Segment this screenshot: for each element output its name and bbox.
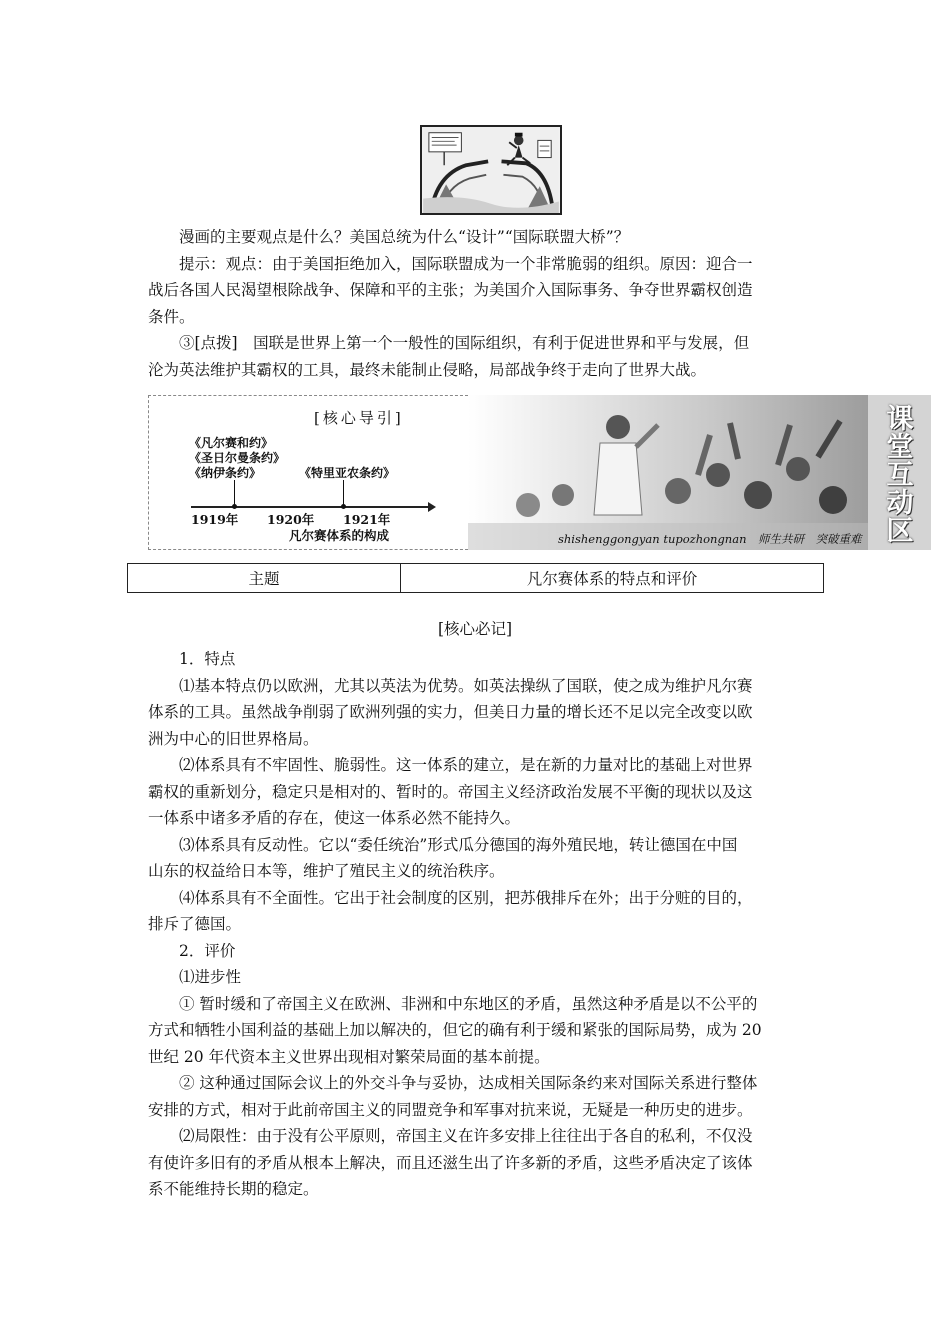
paragraph-line: 系不能维持长期的稳定。 <box>148 1180 319 1198</box>
paragraph-line: 有使许多旧有的矛盾从根本上解决，而且还滋生出了许多新的矛盾，这些矛盾决定了该体 <box>148 1153 753 1172</box>
timeline-year: 1919年 <box>191 512 239 527</box>
treaty-label: 《凡尔赛和约》 <box>189 436 274 450</box>
timeline-marker-line <box>234 480 235 506</box>
classroom-photo-drawing <box>468 395 868 550</box>
cartoon-drawing <box>422 127 560 213</box>
hint-line: 战后各国人民渴望根除战争、保障和平的主张；为美国介入国际事务、争夺世界霸权创造 <box>148 281 753 299</box>
treaty-label: 《圣日尔曼条约》 <box>189 451 286 465</box>
side-title-char: 互 <box>886 460 914 491</box>
paragraph-line: 世纪 20 年代资本主义世界出现相对繁荣局面的基本前提。 <box>148 1047 550 1066</box>
treaty-label: 《特里亚农条约》 <box>299 466 396 480</box>
paragraph-line: ① 暂时缓和了帝国主义在欧洲、非洲和中东地区的矛盾，虽然这种矛盾是以不公平的 <box>179 994 758 1013</box>
hint-line: 条件。 <box>148 307 195 326</box>
section-title: 2．评价 <box>179 941 236 960</box>
topic-value-cell: 凡尔赛体系的特点和评价 <box>401 564 824 593</box>
paragraph-line: 排斥了德国。 <box>148 915 242 933</box>
question-hint-block <box>148 224 828 383</box>
hint-line: 提示：观点：由于美国拒绝加入，国际联盟成为一个非常脆弱的组织。原因：迎合一 <box>179 254 753 273</box>
cartoon-question: 漫画的主要观点是什么？美国总统为什么“设计”“国际联盟大桥”？ <box>179 228 630 246</box>
league-bridge-cartoon <box>420 125 562 215</box>
timeline-dot <box>232 504 237 509</box>
timeline-year: 1921年 <box>343 512 391 527</box>
core-content <box>148 646 828 1203</box>
timeline-arrow-icon <box>428 502 436 512</box>
classroom-banner <box>148 395 931 552</box>
section-title: 1．特点 <box>179 650 236 668</box>
side-title-char: 区 <box>886 516 914 547</box>
paragraph-line: 一体系中诸多矛盾的存在，使这一体系必然不能持久。 <box>148 809 521 827</box>
side-title-char: 堂 <box>886 432 914 463</box>
paragraph-line: ⑷体系具有不全面性。它出于社会制度的区别，把苏俄排斥在外；出于分赃的目的， <box>179 888 753 907</box>
paragraph-line: 方式和牺牲小国利益的基础上加以解决的，但它的确有利于缓和紧张的国际局势，成为 20 <box>148 1021 762 1039</box>
paragraph-line: ⑵局限性：由于没有公平原则，帝国主义在许多安排上往往出于各自的私利，不仅没 <box>179 1127 753 1145</box>
side-title-char: 动 <box>886 488 914 519</box>
paragraph-line: 洲为中心的旧世界格局。 <box>148 729 319 748</box>
paragraph-line: 安排的方式，相对于此前帝国主义的同盟竞争和军事对抗来说，无疑是一种历史的进步。 <box>148 1100 753 1119</box>
paragraph-line: 体系的工具。虽然战争削弱了欧洲列强的实力，但美日力量的增长还不足以完全改变以欧 <box>148 703 753 721</box>
paragraph-line: ⑶体系具有反动性。它以“委任统治”形式瓜分德国的海外殖民地，转让德国在中国 <box>179 835 738 854</box>
core-guide-title: [核心导引] <box>314 409 404 427</box>
paragraph-line: ② 这种通过国际会议上的外交斗争与妥协，达成相关国际条约来对国际关系进行整体 <box>179 1074 758 1092</box>
timeline-year: 1920年 <box>267 512 315 527</box>
banner-side-title <box>868 395 931 550</box>
paragraph-line: ⑴基本特点仍以欧洲，尤其以英法为优势。如英法操纵了国联，使之成为维护凡尔赛 <box>179 676 753 695</box>
topic-label-cell: 主题 <box>128 564 401 593</box>
paragraph-line: 霸权的重新划分，稳定只是相对的、暂时的。帝国主义经济政治发展不平衡的现状以及这 <box>148 782 753 801</box>
topic-table <box>127 563 824 593</box>
timeline-dot <box>341 504 346 509</box>
paragraph-line: 山东的权益给日本等，维护了殖民主义的统治秩序。 <box>148 862 505 880</box>
classroom-photo <box>468 395 868 550</box>
timeline-marker-line <box>343 480 344 506</box>
banner-slogan: shishenggongyan tupozhongnan 师生共研 突破重难 <box>558 532 862 546</box>
paragraph-line: ⑵体系具有不牢固性、脆弱性。这一体系的建立，是在新的力量对比的基础上对世界 <box>179 756 753 774</box>
timeline-caption: 凡尔赛体系的构成 <box>289 528 390 543</box>
timeline-axis <box>191 506 431 508</box>
treaty-label: 《纳伊条约》 <box>189 466 262 480</box>
core-heading: [核心必记] <box>437 620 513 638</box>
point-line: ③[点拨] 国联是世界上第一个一般性的国际组织，有利于促进世界和平与发展，但 <box>179 334 750 352</box>
point-line: 沦为英法维护其霸权的工具，最终未能制止侵略，局部战争终于走向了世界大战。 <box>148 360 707 379</box>
side-title-char: 课 <box>886 404 914 435</box>
table-row <box>128 564 824 593</box>
core-guide-panel <box>148 395 468 550</box>
subsection-title: ⑴进步性 <box>179 968 242 986</box>
